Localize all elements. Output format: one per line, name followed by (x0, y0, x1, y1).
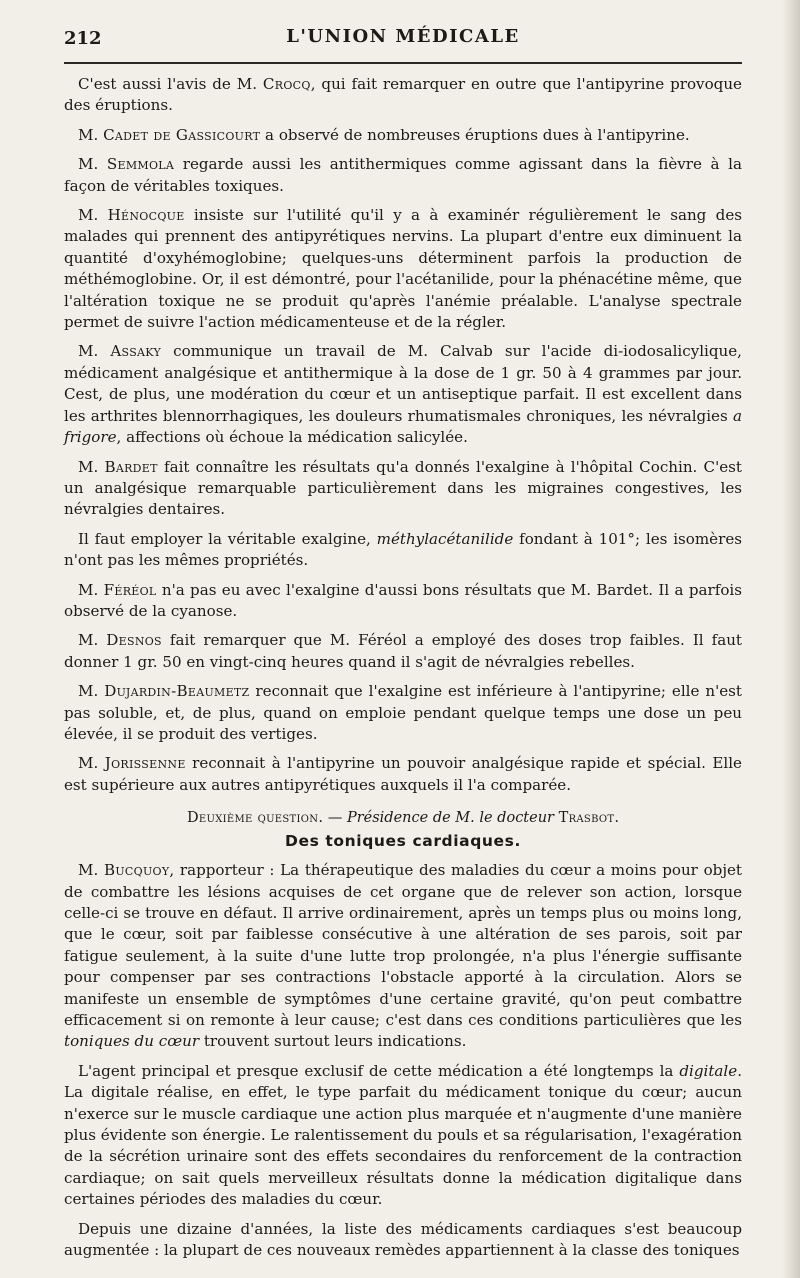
paragraph-speaker: M. (78, 682, 105, 701)
paragraph-speaker: C'est aussi l'avis de M. (78, 75, 263, 93)
header-rule (64, 62, 742, 64)
paragraph (64, 457, 742, 521)
paragraph-speaker: M. (78, 457, 105, 476)
paragraph-rest: L'agent principal et presque exclusif de cette médication a été longtemps la (78, 1061, 680, 1080)
paragraph-name: Hénocque (107, 206, 185, 225)
page-number: 212 (64, 28, 102, 49)
paragraph (64, 154, 742, 197)
paragraph (64, 860, 742, 1053)
paragraph (64, 630, 742, 673)
discussion-text (64, 74, 742, 796)
paragraph-rest: , qui fait remarquer en outre que l'antipyrine provoque des éruptions. (64, 75, 742, 115)
paragraph-rest: , rapporteur : La thérapeutique des maladies du cœur a moins pour objet de combattre les lésions acquises de cet organe que de relever son action, lorsque celle-ci se trouve en défaut. Il arrive ordinairement, après un temps plus ou moins long, que le cœur, soit par faiblesse consécutive à une altération de ses parois, soit par fatigue seulement, à la suite d'une lutte trop prolongée, n'a plus l'énergie suffisante pour compenser par ses contractions l'obstacle apporté à la circulation. Alors se manifeste un ensemble de symptômes d'une certaine gravité, qu'on peut combattre efficacement si on remonte à leur cause; c'est dans ces conditions particulières que les (64, 861, 742, 1030)
paragraph-name: Crocq (262, 75, 311, 93)
paragraph-rest: reconnait que l'exalgine est inférieure à l'antipyrine; elle n'est pas soluble, et, de plus, quand on emploie pendant quelque temps une dose un peu élevée, il se produit des vertiges. (64, 682, 742, 743)
paragraph-speaker: M. (78, 342, 111, 361)
paragraph-rest: a observé de nombreuses éruptions dues à l'antipyrine. (260, 125, 690, 144)
paragraph (64, 1061, 742, 1211)
paragraph-rest: fait remarquer que M. Féréol a employé des doses trop faibles. Il faut donner 1 gr. 50 en vingt-cinq heures quand il s'agit de névralgies rebelles. (64, 631, 742, 671)
paragraph-name: Bucquoy (103, 861, 170, 880)
page-header (64, 26, 742, 54)
section-label: Deuxième question. (187, 810, 324, 827)
section-period: . (614, 810, 619, 827)
paragraph-speaker: M. (78, 125, 104, 144)
paragraph-name: Desnos (106, 631, 162, 650)
section-presidence: Présidence de M. le docteur (346, 810, 559, 827)
paragraph-rest: communique un travail de M. Calvab sur l'acide di-iodosalicylique, médicament analgésique et antithermique à la dose de 1 gr. 50 à 4 grammes par jour. Cest, de plus, une modération du cœur et un antiseptique parfait. Il est excellent dans les arthrites blennorrhagiques, les douleurs rhumatismales chroniques, les névralgies (64, 342, 742, 425)
paragraph-speaker: M. (78, 155, 107, 174)
paragraph-name: Assaky (110, 342, 162, 361)
paragraph (64, 341, 742, 448)
section-title: Des toniques cardiaques. (285, 832, 521, 851)
section-dash: — (323, 810, 347, 827)
paragraph-speaker: M. (78, 861, 104, 880)
paragraph-name: Semmola (106, 155, 175, 174)
paragraph (64, 205, 742, 333)
page-edge-shadow (782, 0, 800, 1278)
paragraph-italic: a frigore (64, 406, 742, 447)
paragraph-italic: méthylacétanilide (376, 529, 514, 548)
paragraph-rest: Il faut employer la véritable exalgine, (78, 529, 377, 548)
paragraph (64, 125, 742, 146)
paragraph-tail: trouvent surtout leurs indications. (199, 1032, 467, 1051)
paragraph-rest: insiste sur l'utilité qu'il y a à examinér régulièrement le sang des malades qui prennent des antipyrétiques nervins. La plupart d'entre eux diminuent la quantité d'oxyhémoglobine; quelques-uns déterminent parfois la production de méthémoglobine. Or, il est démontré, pour l'acétanilide, pour la phénacétine même, que l'altération toxique ne se produit qu'après l'anémie préalable. L'analyse spectrale permet de suivre l'action médicamenteuse et de la régler. (64, 206, 742, 332)
paragraph (64, 74, 742, 117)
report-text (64, 860, 742, 1261)
section-heading (64, 810, 742, 826)
paragraph-name: Bardet (104, 457, 158, 476)
paragraph-rest: n'a pas eu avec l'exalgine d'aussi bons résultats que M. Bardet. Il a parfois observé de la cyanose. (64, 580, 742, 620)
paragraph (64, 529, 742, 572)
paragraph-name: Cadet de Gassicourt (103, 125, 261, 144)
paragraph-tail: fondant à 101°; les isomères n'ont pas les mêmes propriétés. (64, 529, 742, 570)
paragraph-rest: reconnait à l'antipyrine un pouvoir analgésique rapide et spécial. Elle est supérieure aux autres antipyrétiques auxquels il l'a comparée. (64, 754, 742, 794)
paragraph-speaker: M. (78, 206, 108, 225)
paragraph-rest: regarde aussi les antithermiques comme agissant dans la fièvre à la façon de véritables toxiques. (64, 155, 742, 195)
running-title: L'UNION MÉDICALE (286, 26, 520, 47)
paragraph (64, 753, 742, 796)
paragraph (64, 681, 742, 745)
paragraph-speaker: M. (78, 631, 107, 650)
paragraph-name: Jorissenne (104, 754, 186, 773)
paragraph-italic: digitale (679, 1061, 738, 1080)
paragraph (64, 580, 742, 623)
paragraph-speaker: M. (78, 754, 105, 773)
paragraph-name: Dujardin-Beaumetz (104, 682, 250, 701)
paragraph-tail: . La digitale réalise, en effet, le type parfait du médicament tonique du cœur; aucun n'exerce sur le muscle cardiaque une action plus marquée et n'augmente d'une manière plus évidente son énergie. Le ralentissement du pouls et sa régularisation, l'exagération de la sécrétion urinaire sont des effets secondaires du renforcement de la contraction cardiaque; on sait quels merveilleux résultats donne la médication digitalique dans certaines périodes des maladies du cœur. (64, 1061, 742, 1209)
paragraph-speaker: M. (78, 580, 104, 599)
paragraph-name: Féréol (103, 580, 157, 599)
paragraph (64, 1219, 742, 1262)
paragraph-italic: toniques du cœur (64, 1032, 200, 1051)
paragraph-rest: Depuis une dizaine d'années, la liste des médicaments cardiaques s'est beaucoup augmentée : la plupart de ces nouveaux remèdes appartiennent à la classe des toniques (64, 1219, 742, 1260)
section-president: Trasbot (558, 810, 615, 827)
paragraph-tail: , affections où échoue la médication salicylée. (116, 428, 468, 447)
paragraph-rest: fait connaître les résultats qu'a donnés l'exalgine à l'hôpital Cochin. C'est un analgésique remarquable particulièrement dans les migraines congestives, les névralgies dentaires. (64, 457, 742, 519)
